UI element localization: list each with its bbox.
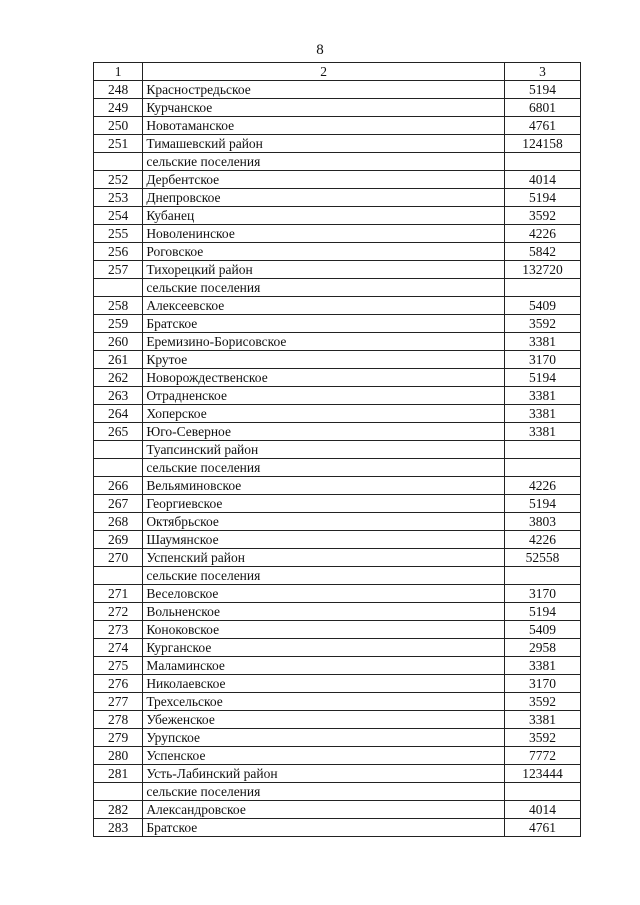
row-name-cell: Успенский район [143, 549, 505, 567]
row-value-cell: 4226 [504, 477, 580, 495]
row-name-cell: Хоперское [143, 405, 505, 423]
row-name-cell: Кубанец [143, 207, 505, 225]
row-number-cell: 275 [94, 657, 143, 675]
row-value-cell [504, 567, 580, 585]
table-row [94, 801, 581, 819]
row-number-cell: 281 [94, 765, 143, 783]
row-name-cell: Красностредьское [143, 81, 505, 99]
table-row [94, 207, 581, 225]
table-row [94, 657, 581, 675]
row-value-cell: 4014 [504, 801, 580, 819]
table-row [94, 261, 581, 279]
table-row [94, 153, 581, 171]
row-name-cell: Георгиевское [143, 495, 505, 513]
row-name-cell: Маламинское [143, 657, 505, 675]
table-row [94, 423, 581, 441]
row-value-cell: 123444 [504, 765, 580, 783]
row-value-cell: 3381 [504, 405, 580, 423]
table-row [94, 117, 581, 135]
row-number-cell: 269 [94, 531, 143, 549]
table-row [94, 279, 581, 297]
row-name-cell: Шаумянское [143, 531, 505, 549]
table-row [94, 621, 581, 639]
row-value-cell: 3381 [504, 333, 580, 351]
table-row [94, 297, 581, 315]
row-value-cell: 5194 [504, 189, 580, 207]
column-header-1: 1 [94, 63, 143, 81]
row-name-cell: Курганское [143, 639, 505, 657]
row-number-cell: 278 [94, 711, 143, 729]
row-value-cell: 5194 [504, 81, 580, 99]
row-value-cell [504, 783, 580, 801]
table-row [94, 819, 581, 837]
row-value-cell: 132720 [504, 261, 580, 279]
row-name-cell: Александровское [143, 801, 505, 819]
page-number: 8 [316, 42, 324, 58]
table-row [94, 513, 581, 531]
row-value-cell: 3381 [504, 387, 580, 405]
table-row [94, 711, 581, 729]
row-name-cell: сельские поселения [143, 783, 505, 801]
table-row [94, 405, 581, 423]
row-name-cell: Новотаманское [143, 117, 505, 135]
row-number-cell: 274 [94, 639, 143, 657]
row-name-cell: Курчанское [143, 99, 505, 117]
row-value-cell: 3592 [504, 315, 580, 333]
row-name-cell: Веселовское [143, 585, 505, 603]
row-name-cell: Новорождественское [143, 369, 505, 387]
row-number-cell: 265 [94, 423, 143, 441]
table-row [94, 495, 581, 513]
row-name-cell: Урупское [143, 729, 505, 747]
row-name-cell: Отрадненское [143, 387, 505, 405]
table-row [94, 783, 581, 801]
table-row [94, 189, 581, 207]
row-value-cell: 3381 [504, 423, 580, 441]
table-row [94, 765, 581, 783]
table-row [94, 531, 581, 549]
table-row [94, 387, 581, 405]
row-number-cell: 282 [94, 801, 143, 819]
row-name-cell: Крутое [143, 351, 505, 369]
row-name-cell: Еремизино-Борисовское [143, 333, 505, 351]
row-value-cell: 6801 [504, 99, 580, 117]
row-name-cell: сельские поселения [143, 279, 505, 297]
table-row [94, 693, 581, 711]
row-number-cell: 271 [94, 585, 143, 603]
table-row [94, 603, 581, 621]
row-value-cell: 4226 [504, 531, 580, 549]
row-name-cell: сельские поселения [143, 567, 505, 585]
row-number-cell [94, 459, 143, 477]
table-row [94, 567, 581, 585]
row-name-cell: Братское [143, 315, 505, 333]
table-row [94, 135, 581, 153]
table-row [94, 333, 581, 351]
row-value-cell: 4761 [504, 117, 580, 135]
table-row [94, 477, 581, 495]
row-name-cell: Дербентское [143, 171, 505, 189]
row-value-cell: 5409 [504, 621, 580, 639]
row-number-cell: 277 [94, 693, 143, 711]
table-row [94, 441, 581, 459]
row-number-cell: 263 [94, 387, 143, 405]
row-name-cell: Вольненское [143, 603, 505, 621]
table-row [94, 369, 581, 387]
row-value-cell: 124158 [504, 135, 580, 153]
table-row [94, 81, 581, 99]
row-value-cell: 5842 [504, 243, 580, 261]
row-number-cell: 273 [94, 621, 143, 639]
table-row [94, 549, 581, 567]
table-row [94, 171, 581, 189]
row-number-cell: 258 [94, 297, 143, 315]
row-name-cell: сельские поселения [143, 153, 505, 171]
row-number-cell: 283 [94, 819, 143, 837]
row-value-cell: 2958 [504, 639, 580, 657]
row-name-cell: Николаевское [143, 675, 505, 693]
row-name-cell: Убеженское [143, 711, 505, 729]
row-number-cell: 260 [94, 333, 143, 351]
row-number-cell: 270 [94, 549, 143, 567]
row-value-cell: 3592 [504, 693, 580, 711]
column-header-3: 3 [504, 63, 580, 81]
row-name-cell: Тихорецкий район [143, 261, 505, 279]
table-row [94, 729, 581, 747]
row-value-cell [504, 441, 580, 459]
row-value-cell: 4226 [504, 225, 580, 243]
row-number-cell: 268 [94, 513, 143, 531]
row-value-cell: 3170 [504, 675, 580, 693]
row-value-cell: 52558 [504, 549, 580, 567]
table-row [94, 639, 581, 657]
row-number-cell: 255 [94, 225, 143, 243]
row-number-cell: 249 [94, 99, 143, 117]
table-body [94, 81, 581, 837]
column-header-2: 2 [143, 63, 505, 81]
row-name-cell: Усть-Лабинский район [143, 765, 505, 783]
row-value-cell: 5194 [504, 495, 580, 513]
row-name-cell: Туапсинский район [143, 441, 505, 459]
row-value-cell: 5409 [504, 297, 580, 315]
row-name-cell: Днепровское [143, 189, 505, 207]
row-value-cell: 3803 [504, 513, 580, 531]
row-value-cell: 3592 [504, 207, 580, 225]
row-value-cell: 4761 [504, 819, 580, 837]
row-name-cell: Тимашевский район [143, 135, 505, 153]
row-value-cell: 5194 [504, 369, 580, 387]
row-number-cell: 276 [94, 675, 143, 693]
row-value-cell: 4014 [504, 171, 580, 189]
row-value-cell: 3170 [504, 351, 580, 369]
row-name-cell: Роговское [143, 243, 505, 261]
row-name-cell: Новоленинское [143, 225, 505, 243]
row-value-cell: 3170 [504, 585, 580, 603]
row-number-cell: 250 [94, 117, 143, 135]
row-value-cell: 3381 [504, 711, 580, 729]
row-name-cell: Юго-Северное [143, 423, 505, 441]
row-name-cell: Алексеевское [143, 297, 505, 315]
row-value-cell: 3381 [504, 657, 580, 675]
row-number-cell: 259 [94, 315, 143, 333]
row-name-cell: Вельяминовское [143, 477, 505, 495]
row-number-cell: 248 [94, 81, 143, 99]
row-name-cell: Успенское [143, 747, 505, 765]
row-value-cell [504, 279, 580, 297]
row-name-cell: Братское [143, 819, 505, 837]
table-row [94, 747, 581, 765]
row-number-cell: 262 [94, 369, 143, 387]
table-row [94, 99, 581, 117]
table-row [94, 225, 581, 243]
row-name-cell: Трехсельское [143, 693, 505, 711]
row-number-cell [94, 153, 143, 171]
row-name-cell: сельские поселения [143, 459, 505, 477]
table-row [94, 315, 581, 333]
row-number-cell: 280 [94, 747, 143, 765]
table-header-row [94, 63, 581, 81]
row-name-cell: Коноковское [143, 621, 505, 639]
row-number-cell: 251 [94, 135, 143, 153]
row-number-cell: 266 [94, 477, 143, 495]
row-name-cell: Октябрьское [143, 513, 505, 531]
row-number-cell: 279 [94, 729, 143, 747]
row-value-cell: 7772 [504, 747, 580, 765]
row-number-cell: 254 [94, 207, 143, 225]
row-value-cell: 5194 [504, 603, 580, 621]
row-number-cell [94, 567, 143, 585]
row-number-cell: 257 [94, 261, 143, 279]
table-row [94, 675, 581, 693]
row-number-cell: 256 [94, 243, 143, 261]
row-number-cell: 261 [94, 351, 143, 369]
row-number-cell: 267 [94, 495, 143, 513]
row-number-cell [94, 441, 143, 459]
row-number-cell: 264 [94, 405, 143, 423]
row-number-cell: 253 [94, 189, 143, 207]
row-number-cell [94, 783, 143, 801]
table-row [94, 351, 581, 369]
table-row [94, 459, 581, 477]
row-value-cell [504, 153, 580, 171]
row-number-cell: 272 [94, 603, 143, 621]
row-number-cell [94, 279, 143, 297]
row-number-cell: 252 [94, 171, 143, 189]
table-row [94, 585, 581, 603]
allocation-table [93, 62, 581, 837]
row-value-cell: 3592 [504, 729, 580, 747]
table-row [94, 243, 581, 261]
row-value-cell [504, 459, 580, 477]
